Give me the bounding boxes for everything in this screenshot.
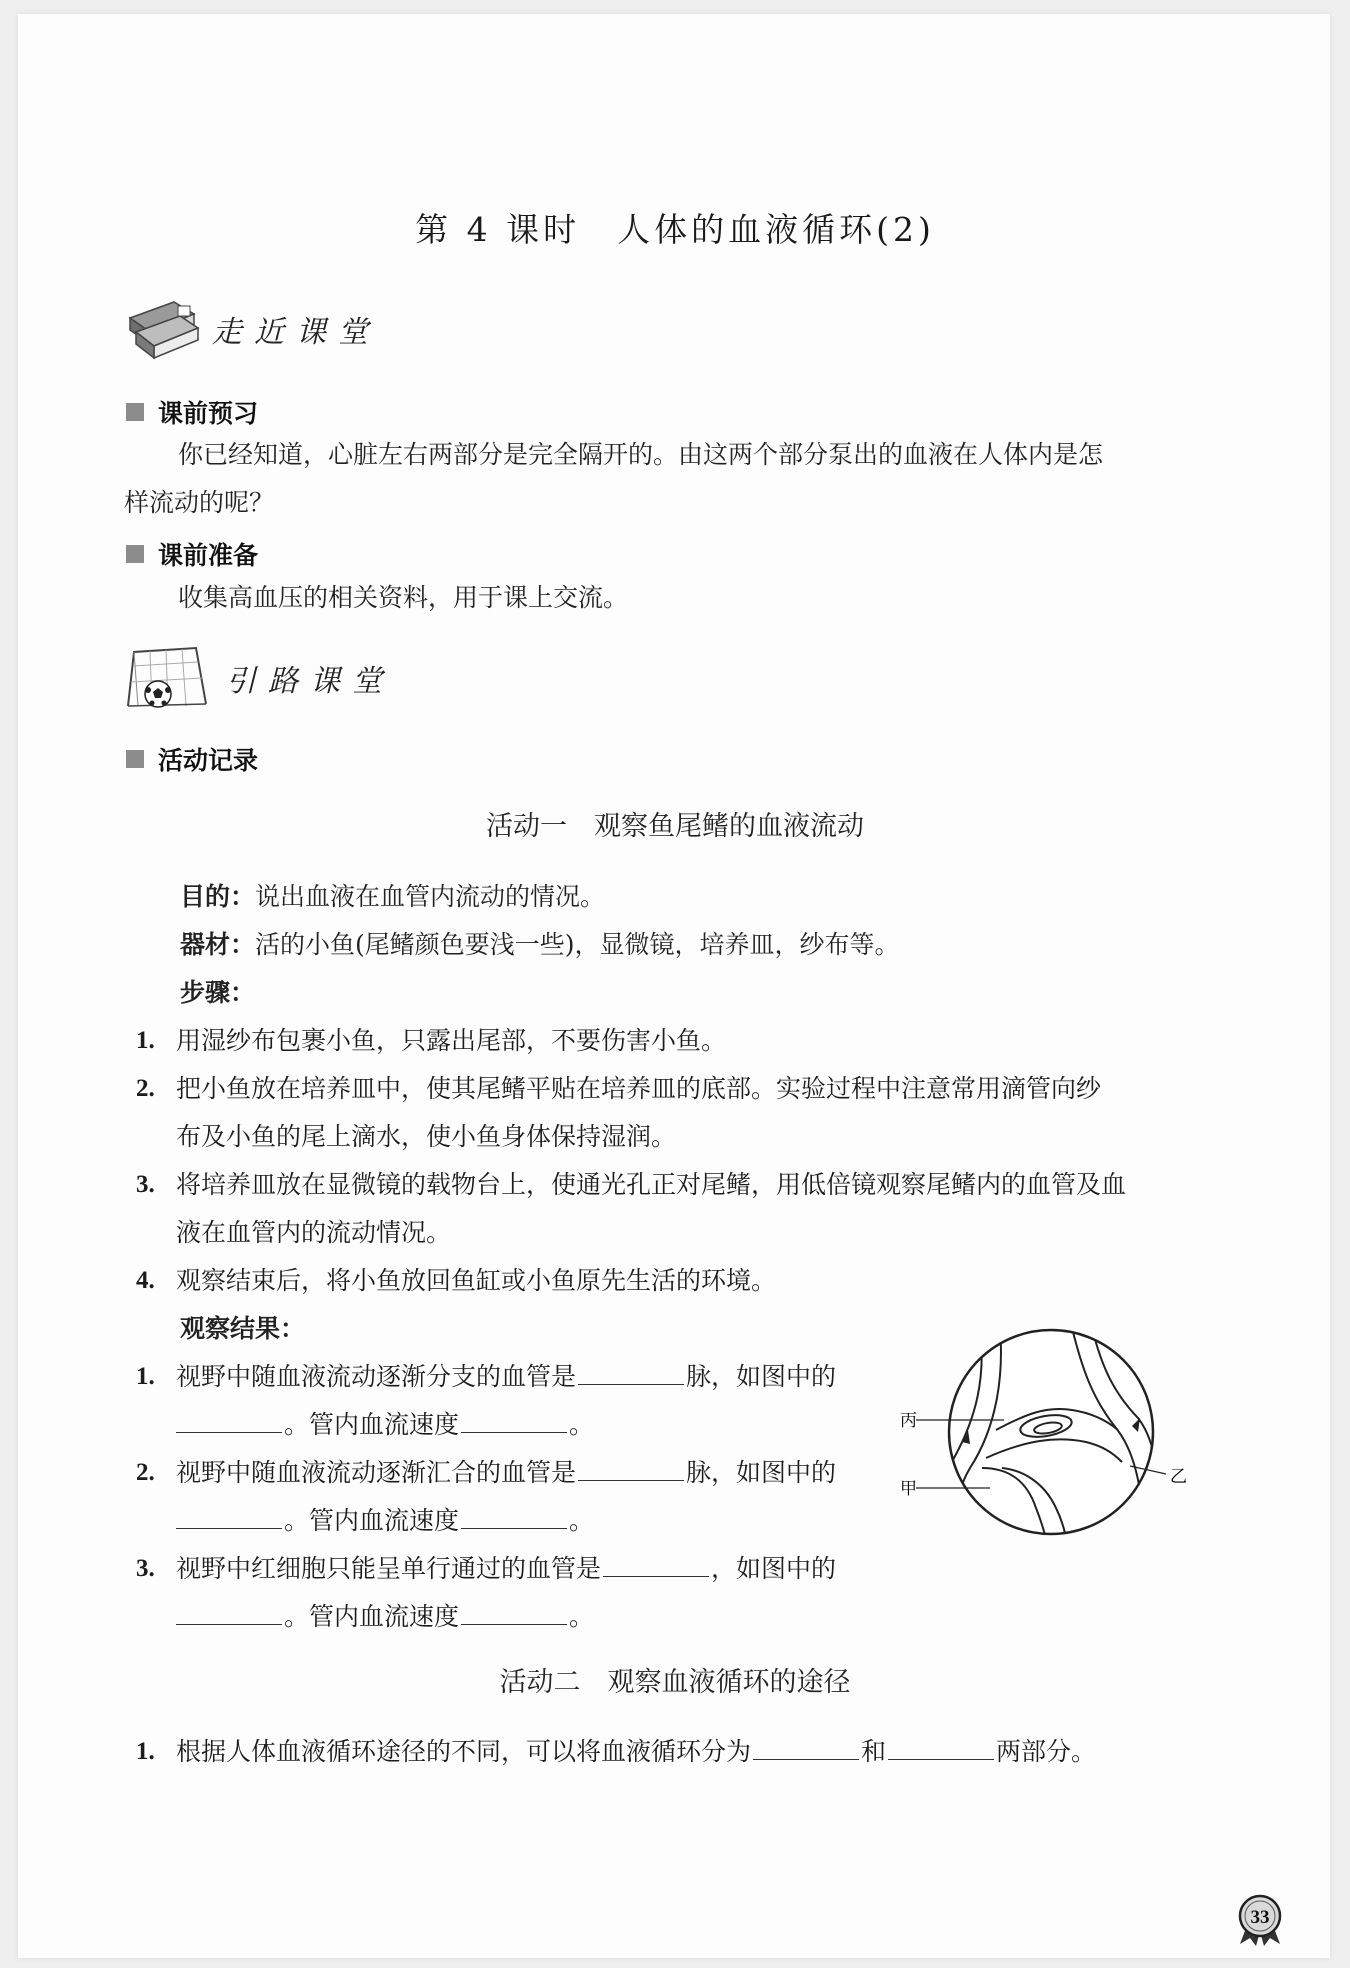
page-title: 第 4 课时 人体的血液循环(2) xyxy=(415,210,935,249)
step-number: 2. xyxy=(136,1075,155,1102)
activity1-title: 活动一 观察鱼尾鳍的血液流动 xyxy=(486,811,864,842)
materials-text: 活的小鱼(尾鳍颜色要浅一些)，显微镜，培养皿，纱布等。 xyxy=(255,930,900,959)
answer-blank[interactable] xyxy=(578,1454,684,1481)
page-number: 33 xyxy=(1250,1907,1270,1928)
question-text: 和 xyxy=(861,1737,887,1766)
materials-line xyxy=(180,921,900,969)
microscope-field-diagram xyxy=(896,1318,1206,1548)
result-text: 。管内血流速度 xyxy=(284,1410,460,1439)
result-line xyxy=(176,1401,594,1449)
question-number: 1. xyxy=(136,1738,155,1765)
activity2-title: 活动二 观察血液循环的途径 xyxy=(499,1667,851,1698)
result-text: 。管内血流速度 xyxy=(284,1602,460,1631)
purpose-label: 目的： xyxy=(180,882,256,911)
banner-zoujin-ketang xyxy=(122,296,380,362)
section-square-icon xyxy=(126,545,144,563)
result-number: 1. xyxy=(136,1363,155,1390)
result-number: 3. xyxy=(136,1555,155,1582)
step-line: 布及小鱼的尾上滴水，使小鱼身体保持湿润。 xyxy=(176,1122,677,1151)
purpose-line xyxy=(180,873,605,921)
section-square-icon xyxy=(126,403,144,421)
books-icon xyxy=(122,296,200,362)
result-line xyxy=(176,1545,836,1593)
banner-yinlu-ketang xyxy=(122,644,394,712)
result-text: 。管内血流速度 xyxy=(284,1506,460,1535)
preview-line-1: 你已经知道，心脏左右两部分是完全隔开的。由这两个部分泵出的血液在人体内是怎 xyxy=(178,440,1104,469)
result-text: 视野中红细胞只能呈单行通过的血管是 xyxy=(176,1554,602,1583)
result-line xyxy=(176,1497,594,1545)
step-number: 4. xyxy=(136,1267,155,1294)
result-line xyxy=(176,1353,836,1401)
answer-blank[interactable] xyxy=(603,1550,709,1577)
result-text: 脉，如图中的 xyxy=(686,1458,837,1487)
result-text: 视野中随血液流动逐渐分支的血管是 xyxy=(176,1362,577,1391)
result-line xyxy=(176,1593,594,1641)
banner-title: 引路课堂 xyxy=(226,664,394,699)
section-label: 课前准备 xyxy=(158,541,259,570)
answer-blank[interactable] xyxy=(176,1502,282,1529)
answer-blank[interactable] xyxy=(578,1358,684,1385)
step-line: 用湿纱布包裹小鱼，只露出尾部，不要伤害小鱼。 xyxy=(176,1026,727,1055)
result-text: 。 xyxy=(569,1410,595,1439)
result-line xyxy=(176,1449,836,1497)
purpose-text: 说出血液在血管内流动的情况。 xyxy=(255,882,606,911)
question-text: 两部分。 xyxy=(996,1737,1097,1766)
step-number: 3. xyxy=(136,1171,155,1198)
section-heading-prepare xyxy=(126,536,258,572)
step-number: 1. xyxy=(136,1027,155,1054)
step-line: 将培养皿放在显微镜的载物台上，使通光孔正对尾鳍，用低倍镜观察尾鳍内的血管及血 xyxy=(176,1170,1127,1199)
section-square-icon xyxy=(126,750,144,768)
section-label: 课前预习 xyxy=(158,399,259,428)
result-text: 。 xyxy=(569,1506,595,1535)
answer-blank[interactable] xyxy=(176,1406,282,1433)
section-heading-activity xyxy=(126,741,258,777)
step-line: 观察结束后，将小鱼放回鱼缸或小鱼原先生活的环境。 xyxy=(176,1266,777,1295)
steps-label: 步骤： xyxy=(180,978,256,1007)
banner-title: 走近课堂 xyxy=(212,315,380,350)
page-number-badge xyxy=(1234,1894,1286,1946)
section-heading-preview xyxy=(126,394,258,430)
answer-blank[interactable] xyxy=(461,1406,567,1433)
preview-line-2: 样流动的呢？ xyxy=(124,488,275,517)
answer-blank[interactable] xyxy=(461,1502,567,1529)
results-label: 观察结果： xyxy=(180,1314,306,1343)
label-yi: 乙 xyxy=(1170,1467,1187,1487)
step-line: 把小鱼放在培养皿中，使其尾鳍平贴在培养皿的底部。实验过程中注意常用滴管向纱 xyxy=(176,1074,1102,1103)
question-text: 根据人体血液循环途径的不同，可以将血液循环分为 xyxy=(176,1737,752,1766)
result-text: ，如图中的 xyxy=(711,1554,837,1583)
section-label: 活动记录 xyxy=(158,746,259,775)
answer-blank[interactable] xyxy=(461,1598,567,1625)
answer-blank[interactable] xyxy=(176,1598,282,1625)
label-bing: 丙 xyxy=(900,1411,917,1431)
question-line xyxy=(176,1728,1096,1776)
result-text: 。 xyxy=(569,1602,595,1631)
answer-blank[interactable] xyxy=(888,1733,994,1760)
prepare-text: 收集高血压的相关资料，用于课上交流。 xyxy=(178,583,629,612)
result-text: 脉，如图中的 xyxy=(686,1362,837,1391)
label-jia: 甲 xyxy=(900,1479,917,1499)
result-number: 2. xyxy=(136,1459,155,1486)
answer-blank[interactable] xyxy=(753,1733,859,1760)
soccer-goal-icon xyxy=(122,644,208,712)
result-text: 视野中随血液流动逐渐汇合的血管是 xyxy=(176,1458,577,1487)
step-line: 液在血管内的流动情况。 xyxy=(176,1218,452,1247)
materials-label: 器材： xyxy=(180,930,256,959)
